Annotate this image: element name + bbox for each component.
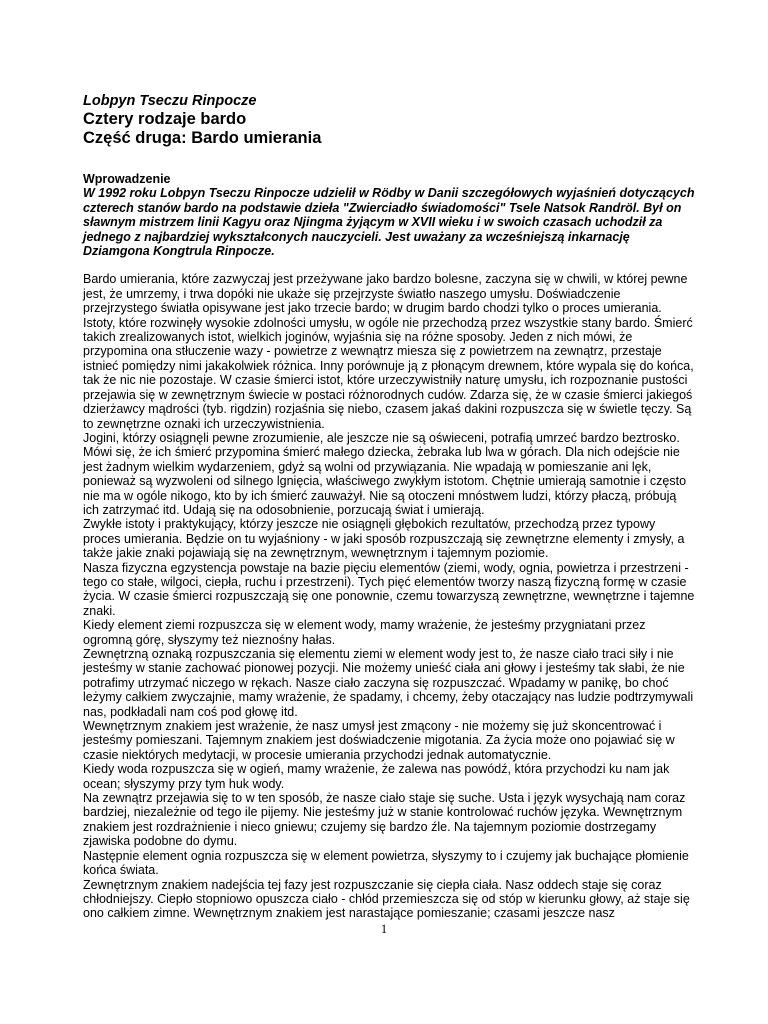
paragraph: Następnie element ognia rozpuszcza się w element powietrza, słyszymy to i czujemy jak buchające płomienie końca świata. (83, 848, 689, 878)
author-name: Lobpyn Tseczu Rinpocze (83, 93, 257, 109)
paragraph: Zewnętrznym znakiem nadejścia tej fazy jest rozpuszczanie się ciepła ciała. Nasz oddech staje się coraz chłodniejszy. Ciepło stopniowo opuszcza ciało - chłód przemieszcza się od stóp w kierunku głowy, aż staje się ono całkiem zimne. Wewnętrznym znakiem jest narastające pomieszanie; czasami jeszcze nasz (83, 877, 690, 921)
paragraph: Zwykłe istoty i praktykujący, którzy jeszcze nie osiągnęli głębokich rezultatów, przechodzą przez typowy proces umierania. Będzie on tu wyjaśniony - w jaki sposób rozpuszczają się zewnętrzne elementy i zmysły, a także jakie znaki pojawiają się na zewnętrznym, wewnętrznym i tajemnym poziomie. (83, 517, 685, 561)
paragraph: Bardo umierania, które zazwyczaj jest przeżywane jako bardzo bolesne, zaczyna się w chwili, w której pewne jest, że umrzemy, i trwa dopóki nie ukaże się przejrzyste światło naszego umysłu. Doświadczenie przejrzystego światła opisywane jest jako trzecie bardo; w drugim bardo chodzi tylko o proces umierania. Istoty, które rozwinęły wysokie zdolności umysłu, w ogóle nie przechodzą przez wszystkie stany bardo. Śmierć takich zrealizowanych istot, wielkich joginów, wyjaśnia się na różne sposoby. Jeden z nich mówi, że przypomina ona stłuczenie wazy - powietrze z wewnątrz miesza się z powietrzem na zewnątrz, przestaje istnieć pomiędzy nimi jakakolwiek różnica. Inny porównuje ją z płonącym drewnem, które wypala się do końca, tak że nic nie pozostaje. W czasie śmierci istot, które urzeczywistniły naturę umysłu, ich rozpoznanie pustości przejawia się w zewnętrznym świecie w postaci różnorodnych cudów. Zdarza się, że w czasie śmierci jakiegoś dzierżawcy mądrości (tyb. rigdzin) rozjaśnia się niebo, czasem jakaś dakini rozpuszcza się w świetle tęczy. Są to zewnętrzne oznaki ich urzeczywistnienia. (83, 272, 694, 431)
document-page (83, 93, 695, 921)
paragraph: Nasza fizyczna egzystencja powstaje na bazie pięciu elementów (ziemi, wody, ognia, powietrza i przestrzeni - tego co stałe, wilgoci, ciepła, ruchu i przestrzeni). Tych pięć elementów tworzy naszą fizyczną formę w czasie życia. W czasie śmierci rozpuszczają się one ponownie, czemu towarzyszą zewnętrzne, wewnętrzne i tajemne znaki. (83, 560, 695, 618)
paragraph: Wewnętrznym znakiem jest wrażenie, że nasz umysł jest zmącony - nie możemy się już skoncentrować i jesteśmy pomieszani. Tajemnym znakiem jest doświadczenie migotania. Za życia może ono pojawiać się w czasie niektórych medytacji, w procesie umierania przychodzi jednak automatycznie. (83, 719, 675, 762)
paragraph: Jogini, którzy osiągnęli pewne zrozumienie, ale jeszcze nie są oświeceni, potrafią umrzeć bardzo beztrosko. Mówi się, że ich śmierć przypomina śmierć małego dziecka, żebraka lub lwa w górach. Dla nich odejście nie jest żadnym wielkim wydarzeniem, gdyż są wolni od przywiązania. Nie wpadają w pomieszanie ani lęk, ponieważ są wyzwoleni od silnego lgnięcia, właściwego zwykłym istotom. Chętnie umierają samotnie i często nie ma w ogóle nikogo, kto by ich śmierć zauważył. Nie są otoczeni mnóstwem ludzi, którzy płaczą, próbują ich zatrzymać itd. Udają się na odosobnienie, porzucają świat i umierają. (83, 430, 687, 517)
paragraph: Kiedy element ziemi rozpuszcza się w element wody, mamy wrażenie, że jesteśmy przygniatani przez ogromną górę, słyszymy też nieznośny hałas. (83, 618, 646, 647)
document-title: Cztery rodzaje bardo (83, 110, 247, 128)
paragraph: Na zewnątrz przejawia się to w ten sposób, że nasze ciało staje się suche. Usta i język wysychają nam coraz bardziej, niezależnie od tego ile pijemy. Nie jesteśmy już w stanie kontrolować ruchów języka. Wewnętrznym znakiem jest rozdrażnienie i nieco gniewu; czujemy się bardzo źle. Na tajemnym poziomie dostrzegamy zjawiska podobne do dymu. (83, 791, 686, 849)
document-subtitle: Część druga: Bardo umierania (83, 129, 322, 147)
body-text (83, 272, 695, 920)
intro-text: W 1992 roku Lobpyn Tseczu Rinpocze udzielił w Rödby w Danii szczegółowych wyjaśnień dotyczących czterech stanów bardo na podstawie dzieła "Zwierciadło świadomości" Tsele Natsok Randröl. Był on sławnym mistrzem linii Kagyu oraz Njingma żyjącym w XVII wieku i w swoich czasach uchodził za jednego z najbardziej wykształconych nauczycieli. Jest uważany za wcześniejszą inkarnację Dziamgona Kongtrula Rinpocze. (83, 186, 695, 259)
paragraph: Zewnętrzną oznaką rozpuszczania się elementu ziemi w element wody jest to, że nasze ciało traci siły i nie jesteśmy w stanie zachować pionowej pozycji. Nie możemy unieść ciała ani głowy i jesteśmy tak słabi, że nie potrafimy utrzymać niczego w rękach. Nasze ciało zaczyna się rozpuszczać. Wpadamy w panikę, bo choć leżymy całkiem zwyczajnie, mamy wrażenie, że spadamy, i chcemy, żeby otaczający nas ludzie podtrzymywali nas, podkładali nam coś pod głowę itd. (83, 647, 694, 719)
paragraph: Kiedy woda rozpuszcza się w ogień, mamy wrażenie, że zalewa nas powódź, która przychodzi ku nam jak ocean; słyszymy przy tym huk wody. (83, 762, 670, 791)
intro-heading: Wprowadzenie (83, 172, 171, 186)
page-number: 1 (380, 922, 388, 936)
